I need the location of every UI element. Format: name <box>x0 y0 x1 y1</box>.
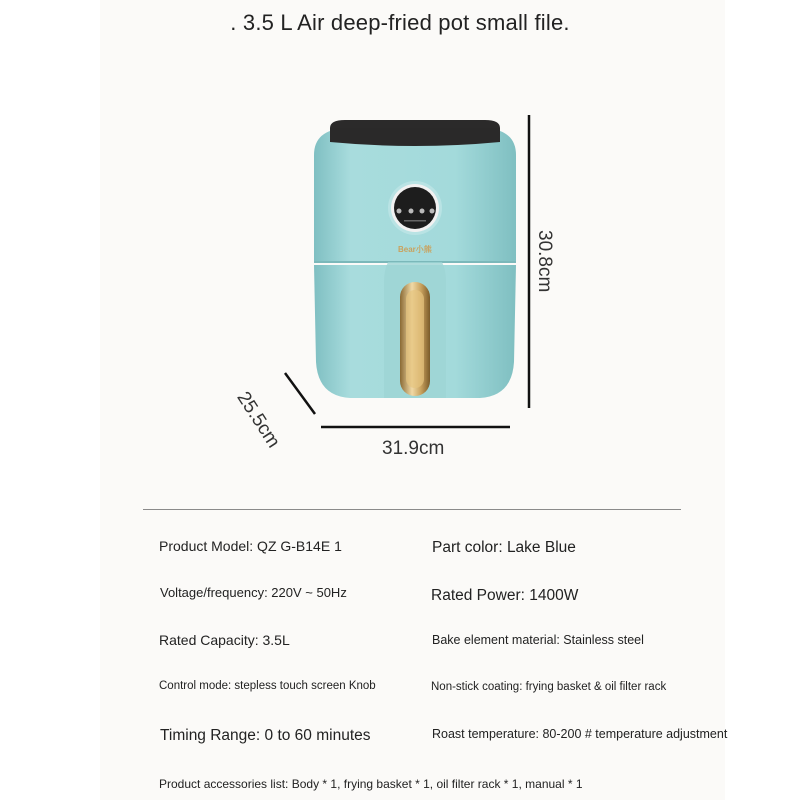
spec-control-mode: Control mode: stepless touch screen Knob <box>159 680 376 692</box>
section-divider <box>143 509 681 510</box>
spec-part-color: Part color: Lake Blue <box>432 539 576 556</box>
spec-rated-power: Rated Power: 1400W <box>431 587 579 604</box>
spec-timing-range: Timing Range: 0 to 60 minutes <box>160 727 371 744</box>
spec-voltage: Voltage/frequency: 220V ~ 50Hz <box>160 585 347 600</box>
depth-dimension-line <box>285 373 315 414</box>
spec-bake-element: Bake element material: Stainless steel <box>432 633 644 647</box>
depth-dimension-label: 25.5cm <box>232 388 284 452</box>
spec-rated-capacity: Rated Capacity: 3.5L <box>159 632 290 648</box>
spec-roast-temperature: Roast temperature: 80-200 # temperature adjustment <box>432 727 728 741</box>
height-dimension-label: 30.8cm <box>534 230 555 293</box>
spec-accessories: Product accessories list: Body * 1, frying basket * 1, oil filter rack * 1, manual * 1 <box>159 777 583 791</box>
page-title: . 3.5 L Air deep-fried pot small file. <box>230 10 570 35</box>
brand-logo: Bear小熊 <box>398 245 432 254</box>
spec-product-model: Product Model: QZ G-B14E 1 <box>159 538 342 554</box>
width-dimension-label: 31.9cm <box>382 438 445 459</box>
spec-coating: Non-stick coating: frying basket & oil filter rack <box>431 681 667 693</box>
